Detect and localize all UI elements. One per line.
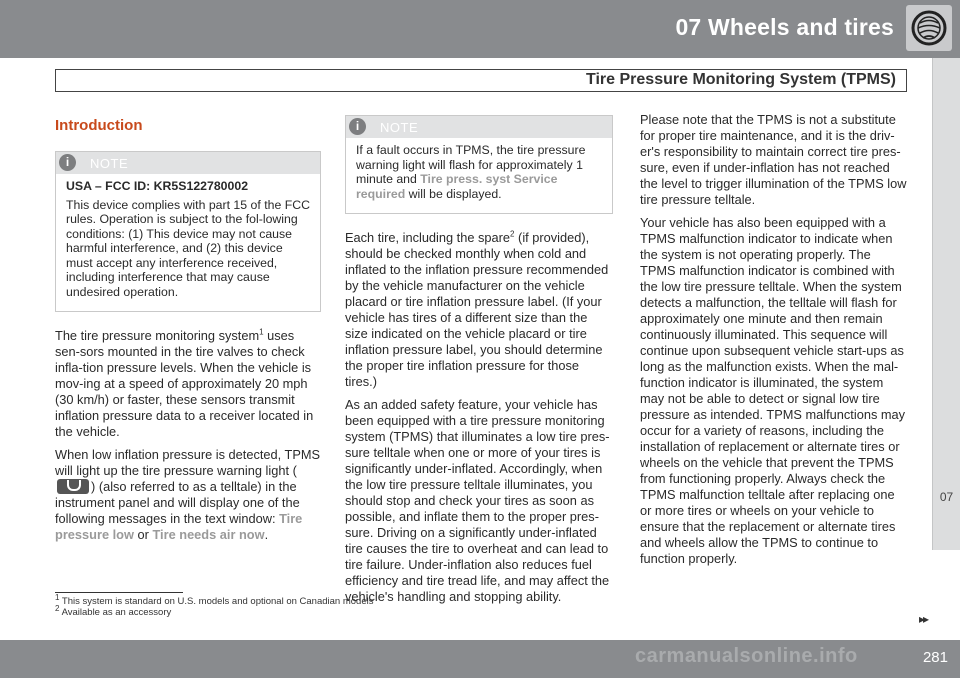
note-text: If a fault occurs in TPMS, the tire pressure warning light will flash for approximately 1 minute and Tire press. syst Service required will be displayed. [356, 143, 586, 201]
note-body [346, 138, 612, 213]
info-icon: i [349, 118, 366, 135]
fcc-id: USA – FCC ID: KR5S122780002 [66, 179, 249, 193]
note-label: NOTE [90, 156, 129, 171]
wheel-icon [906, 5, 952, 51]
message-text: Tire needs air now [152, 527, 265, 542]
tire-pressure-warning-icon [57, 479, 89, 494]
footnote: $^2$ Available as an accessory [55, 603, 172, 618]
paragraph: When low inflation pressure is detected, TPMS will light up the tire pressure warning light ( ) (also referred to as a telltale) in the instrument panel and will display one of the following messages in the text window: Tire pressure low or Tire needs air now. [55, 447, 321, 542]
fcc-note-box [55, 151, 321, 312]
message-text: Tire press. syst Service required [356, 172, 558, 201]
paragraph: As an added safety feature, your vehicle has been equipped with a tire pressure monitoring system (TPMS) that illuminates a low tire pres-sure telltale when one or more of your tires is significantly under-inflated. Accordingly, when the low tire pressure telltale illuminates, you should stop and check your tires as soon as possible, and inflate them to the proper pres-sure. Driving on a significantly under-inflated tire causes the tire to overheat and can lead to tire failure. Under-inflation also reduces fuel efficiency and tire tread life, and may affect the vehicle's handling and stopping ability. [345, 397, 610, 604]
paragraph: Each tire, including the spare$^2$ (if provided), should be checked monthly when cold and inflated to the inflation pressure recommended by the vehicle manufacturer on the vehicle placard or tire inflation pressure label. (If your vehicle has tires of a different size than the size indicated on the vehicle placard or tire inflation pressure label, you should determine the proper tire inflation pressure for those tires.) [345, 229, 609, 389]
info-icon: i [59, 154, 76, 171]
footnote-divider [55, 592, 183, 593]
column-1 [55, 112, 321, 550]
footnote: $^1$ This system is standard on U.S. models and optional on Canadian models [55, 592, 374, 607]
note-label: NOTE [380, 120, 419, 135]
footnote-ref: 1 [259, 327, 264, 337]
fcc-text: This device complies with part 15 of the FCC rules. Operation is subject to the fol-lowing conditions: (1) This device may not cause harmful interference, and (2) this device must accept any interference received, including interference that may cause undesired operation. [66, 197, 310, 299]
fault-note-box [345, 115, 613, 214]
column-2 [345, 112, 613, 612]
section-bar [55, 69, 907, 92]
section-heading: Introduction [55, 117, 143, 134]
chapter-header [0, 0, 960, 58]
chapter-tab-number: 07 [939, 490, 954, 504]
column-3 [640, 112, 908, 574]
footnote-ref: 2 [510, 229, 515, 239]
paragraph: The tire pressure monitoring system$^1$ uses sen-sors mounted in the tire valves to check infla-tion pressure levels. When the vehicle is mov-ing at a speed of approximately 20 mph (30 km/h) or faster, these sensors transmit inflation pressure data to a receiver located in the vehicle. [55, 327, 314, 439]
page-number: 281 [922, 649, 948, 666]
note-body [56, 174, 320, 311]
footnotes [55, 592, 374, 618]
chapter-tab [932, 58, 960, 550]
section-title: Tire Pressure Monitoring System (TPMS) [586, 71, 896, 88]
chapter-title: 07 Wheels and tires [675, 14, 894, 40]
paragraph: Please note that the TPMS is not a substitute for proper tire maintenance, and it is the driv-er's responsibility to maintain correct tire pres-sure, even if under-inflation has not reached the level to trigger illumination of the TPMS low tire pressure telltale. [640, 112, 907, 207]
note-header [56, 152, 320, 174]
message-text: Tire pressure low [55, 511, 303, 542]
paragraph: Your vehicle has also been equipped with a TPMS malfunction indicator to indicate when the system is not operating properly. The TPMS malfunction indicator is combined with the low tire pressure telltale. When the system detects a malfunction, the telltale will flash for approximately one minute and then remain continuously illuminated. This sequence will continue upon subsequent vehicle start-ups as long as the malfunction exists. When the mal-function indicator is illuminated, the system may not be able to detect or signal low tire pressure as intended. TPMS malfunctions may occur for a variety of reasons, including the installation of replacement or alternate tires or wheels on the vehicle that prevent the TPMS from functioning properly. Always check the TPMS malfunction telltale after replacing one or more tires or wheels on your vehicle to ensure that the replacement or alternate tires and wheels allow the TPMS to continue to function properly. [640, 215, 906, 566]
watermark: carmanualsonline.info [635, 645, 858, 667]
next-page-arrow-icon: ▸▸ [919, 612, 928, 626]
note-header [346, 116, 612, 138]
